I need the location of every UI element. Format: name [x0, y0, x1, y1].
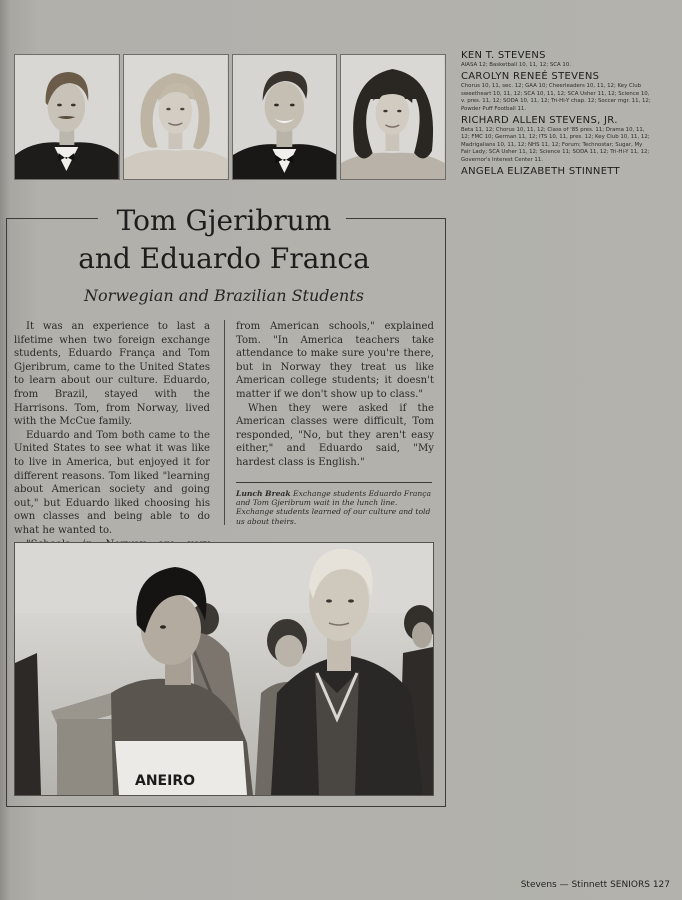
senior-name: ANGELA ELIZABETH STINNETT [461, 166, 620, 178]
shirt-text: ANEIRO [135, 773, 196, 789]
article-title [14, 202, 434, 278]
portrait-angela-stinnett [340, 54, 446, 180]
paragraph: Eduardo and Tom both came to the United States to see what it was like to live in America, but enjoyed it for different reasons. Tom liked "learning about American society and going out," but Eduardo liked choosing his own classes and being able to do what he wanted to. [14, 429, 210, 536]
caption-text: Exchange students Eduardo França and Tom Gjeribrum wait in the lunch line. Exchange students learned of our culture and told us about theirs. [236, 489, 432, 526]
title-line-2: and Eduardo Franca [78, 242, 370, 275]
paragraph: from American schools," explained Tom. "In America teachers take attendance to make sure you're there, but in Norway they treat us like American college students; it doesn't matter if we don't show up to class." [236, 321, 434, 400]
senior-name: KEN T. STEVENS [461, 50, 546, 61]
senior-activities: Beta 11, 12; Chorus 10, 11, 12; Class of '85 pres. 11; Drama 10, 11, 12; FMC 10; German 11, 12; ITS 10, 11, pres. 12; Key Club 10, 11, 12; Madrigalians 10, 11, 12; NHS 11, 12; Forum; Technostar; Sugar, My Fair Lady; SCA Usher 11, 12; Science 11; SODA 11, 12; Tri-Hi-Y 11, 12; Governor's Interest Center 11. [461, 127, 650, 163]
article-column-right [236, 320, 434, 470]
paragraph: It was an experience to last a lifetime when two foreign exchange students, Eduardo França and Tom Gjeribrum, came to the United States to learn about our culture. Eduardo, from Brazil, stayed with the Harrisons. Tom, from Norway, lived with the McCue family. [14, 321, 210, 428]
page-footer [470, 880, 670, 890]
footer-names: Stevens — Stinnett [520, 880, 608, 890]
title-line-1: Tom Gjeribrum [116, 204, 332, 237]
photo-caption [236, 489, 434, 526]
column-divider [224, 320, 225, 525]
caption-rule [236, 482, 432, 483]
page-number: 127 [652, 880, 670, 890]
article-column-left [14, 320, 210, 565]
portrait-ken-stevens [14, 54, 120, 180]
senior-name: RICHARD ALLEN STEVENS, JR. [461, 115, 618, 127]
paragraph: When they were asked if the American classes were difficult, Tom responded, "No, but they aren't easy either," and Eduardo said, "My hardest class is English." [236, 402, 434, 468]
lunch-line-photo [14, 542, 434, 796]
caption-lead: Lunch Break [236, 489, 291, 498]
footer-section: SENIORS [610, 880, 650, 890]
portrait-carolyn-stevens [123, 54, 229, 180]
senior-activities: AIASA 12; Basketball 10, 11, 12; SCA 10. [461, 62, 572, 68]
article-subtitle: Norwegian and Brazilian Students [84, 286, 364, 305]
senior-listings [461, 50, 651, 178]
portrait-richard-stevens [232, 54, 338, 180]
senior-name: CAROLYN RENEÉ STEVENS [461, 71, 600, 83]
senior-activities: Chorus 10, 11, sec. 12; GAA 10; Cheerleaders 10, 11, 12; Key Club sweetheart 10, 11, 12; SCA 10, 11, 12; SCA Usher 11, 12; Science 10, v. pres. 11, 12; SODA 10, 11, 12; Tri-Hi-Y chap. 12; Soccer mgr. 11, 12; Powder Puff Football 11. [461, 83, 651, 112]
senior-portraits [14, 54, 446, 178]
